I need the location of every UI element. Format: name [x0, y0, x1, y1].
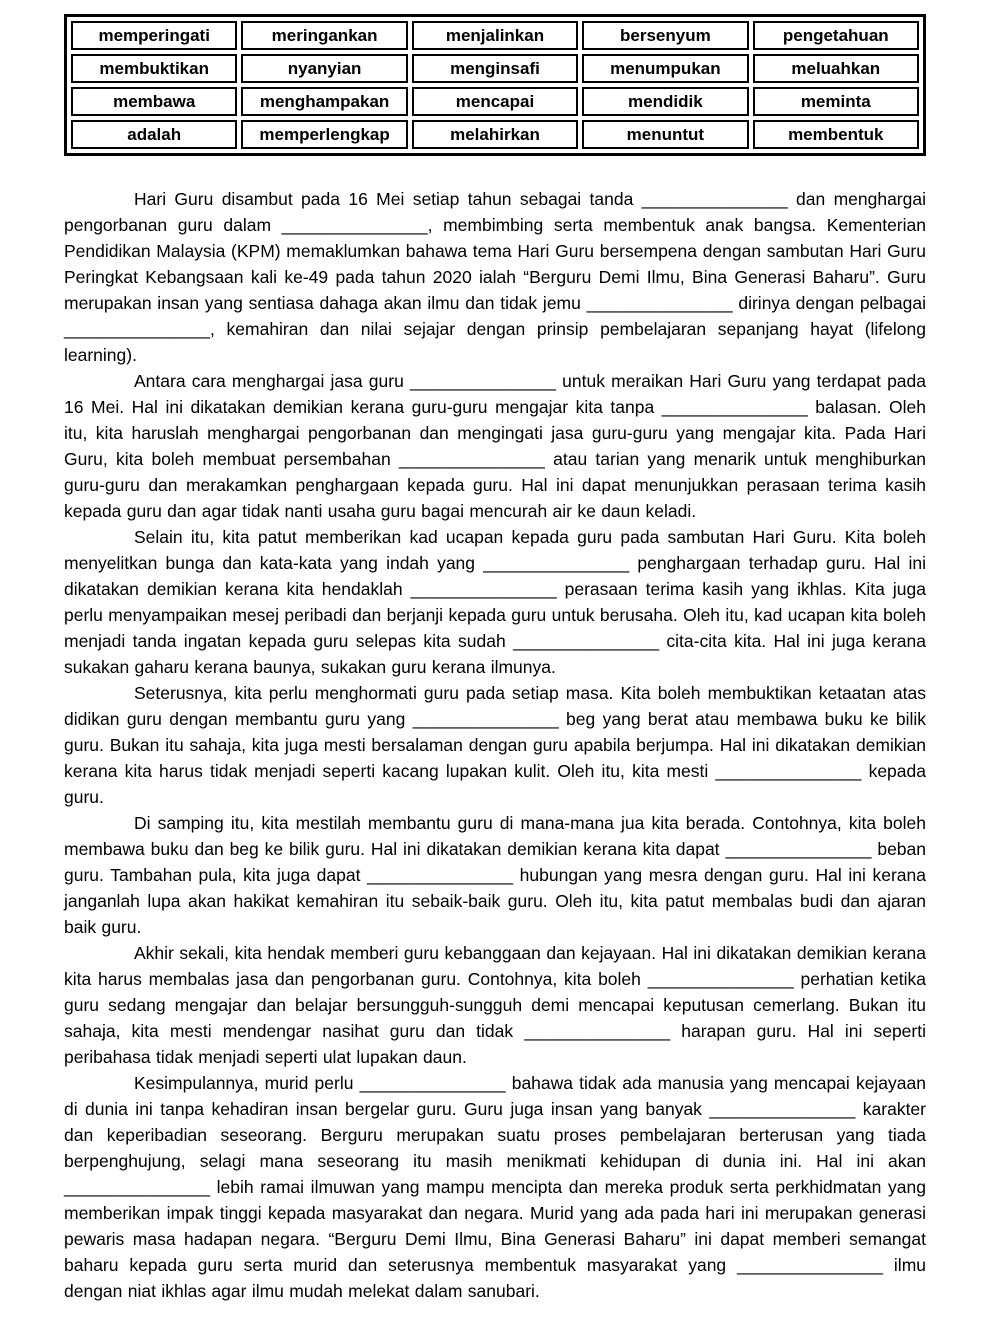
word-bank-cell: meminta — [753, 87, 919, 116]
word-bank-cell: mencapai — [412, 87, 578, 116]
word-bank-cell: menjalinkan — [412, 21, 578, 50]
word-bank-cell: membentuk — [753, 120, 919, 149]
word-bank-cell: membuktikan — [71, 54, 237, 83]
word-bank-cell: meluahkan — [753, 54, 919, 83]
word-bank-row — [71, 54, 919, 83]
word-bank-cell: meringankan — [241, 21, 407, 50]
word-bank-cell: adalah — [71, 120, 237, 149]
essay-paragraph-1: Hari Guru disambut pada 16 Mei setiap tahun sebagai tanda _______________ dan menghargai pengorbanan guru dalam _______________, membimbing serta membentuk anak bangsa. Kementerian Pendidikan Malaysia (KPM) memaklumkan bahawa tema Hari Guru bersempena dengan sambutan Hari Guru Peringkat Kebangsaan kali ke-49 pada tahun 2020 ialah “Berguru Demi Ilmu, Bina Generasi Baharu”. Guru merupakan insan yang sentiasa dahaga akan ilmu dan tidak jemu _______________ dirinya dengan pelbagai _______________, kemahiran dan nilai sejajar dengan prinsip pembelajaran sepanjang hayat (lifelong learning). — [64, 189, 926, 365]
word-bank-row — [71, 87, 919, 116]
word-bank-table — [64, 14, 926, 156]
word-bank-cell: memperlengkap — [241, 120, 407, 149]
essay-paragraph-2: Antara cara menghargai jasa guru _______________ untuk meraikan Hari Guru yang terdapat pada 16 Mei. Hal ini dikatakan demikian kerana guru-guru mengajar kita tanpa _______________ balasan. Oleh itu, kita haruslah menghargai pengorbanan dan mengingati jasa guru-guru yang mengajar kita. Pada Hari Guru, kita boleh membuat persembahan _______________ atau tarian yang menarik untuk menghiburkan guru-guru dan merakamkan penghargaan kepada guru. Hal ini dapat menunjukkan perasaan terima kasih kepada guru dan agar tidak nanti usaha guru bagai mencurah air ke daun keladi. — [64, 371, 926, 521]
essay-body — [64, 186, 926, 1304]
essay-paragraph-5: Di samping itu, kita mestilah membantu guru di mana-mana jua kita berada. Contohnya, kita boleh membawa buku dan beg ke bilik guru. Hal ini dikatakan demikian kerana kita dapat _______________ beban guru. Tambahan pula, kita juga dapat _______________ hubungan yang mesra dengan guru. Hal ini kerana janganlah lupa akan hakikat kemahiran itu sebaik-baik guru. Oleh itu, kita patut membalas budi dan ajaran baik guru. — [64, 813, 926, 937]
word-bank-cell: pengetahuan — [753, 21, 919, 50]
word-bank-row — [71, 21, 919, 50]
word-bank-row — [71, 120, 919, 149]
essay-paragraph-4: Seterusnya, kita perlu menghormati guru pada setiap masa. Kita boleh membuktikan ketaatan atas didikan guru dengan membantu guru yang _______________ beg yang berat atau membawa buku ke bilik guru. Bukan itu sahaja, kita juga mesti bersalaman dengan guru apabila berjumpa. Hal ini dikatakan demikian kerana kita harus tidak menjadi seperti kacang lupakan kulit. Oleh itu, kita mesti _______________ kepada guru. — [64, 683, 926, 807]
word-bank-cell: memperingati — [71, 21, 237, 50]
word-bank-cell: membawa — [71, 87, 237, 116]
word-bank-cell: mendidik — [582, 87, 748, 116]
word-bank-cell: melahirkan — [412, 120, 578, 149]
word-bank-cell: menghampakan — [241, 87, 407, 116]
essay-paragraph-6: Akhir sekali, kita hendak memberi guru kebanggaan dan kejayaan. Hal ini dikatakan demikian kerana kita harus membalas jasa dan pengorbanan guru. Contohnya, kita boleh _______________ perhatian ketika guru sedang mengajar dan belajar bersungguh-sungguh demi mencapai keputusan cemerlang. Bukan itu sahaja, kita mesti mendengar nasihat guru dan tidak _______________ harapan guru. Hal ini seperti peribahasa tidak menjadi seperti ulat lupakan daun. — [64, 943, 926, 1067]
word-bank-cell: menuntut — [582, 120, 748, 149]
word-bank-cell: bersenyum — [582, 21, 748, 50]
word-bank-cell: nyanyian — [241, 54, 407, 83]
word-bank-cell: menginsafi — [412, 54, 578, 83]
word-bank-cell: menumpukan — [582, 54, 748, 83]
essay-paragraph-3: Selain itu, kita patut memberikan kad ucapan kepada guru pada sambutan Hari Guru. Kita boleh menyelitkan bunga dan kata-kata yang indah yang _______________ penghargaan terhadap guru. Hal ini dikatakan demikian kerana kita hendaklah _______________ perasaan terima kasih yang ikhlas. Kita juga perlu menyampaikan mesej peribadi dan berjanji kepada guru untuk berusaha. Oleh itu, kad ucapan kita boleh menjadi tanda ingatan kepada guru selepas kita sudah _______________ cita-cita kita. Hal ini juga kerana sukakan gaharu kerana baunya, sukakan guru kerana ilmunya. — [64, 527, 926, 677]
essay-paragraph-7: Kesimpulannya, murid perlu _______________ bahawa tidak ada manusia yang mencapai kejayaan di dunia ini tanpa kehadiran insan bergelar guru. Guru juga insan yang banyak _______________ karakter dan keperibadian seseorang. Berguru merupakan suatu proses pembelajaran berterusan yang tiada berpenghujung, selagi mana seseorang itu masih menikmati kehidupan di dunia ini. Hal ini akan _______________ lebih ramai ilmuwan yang mampu mencipta dan mereka produk serta perkhidmatan yang memberikan impak tinggi kepada masyarakat dan negara. Murid yang ada pada hari ini merupakan generasi pewaris masa hadapan negara. “Berguru Demi Ilmu, Bina Generasi Baharu” ini dapat memberi semangat baharu kepada guru serta murid dan seterusnya membentuk masyarakat yang _______________ ilmu dengan niat ikhlas agar ilmu mudah melekat dalam sanubari. — [64, 1073, 926, 1301]
